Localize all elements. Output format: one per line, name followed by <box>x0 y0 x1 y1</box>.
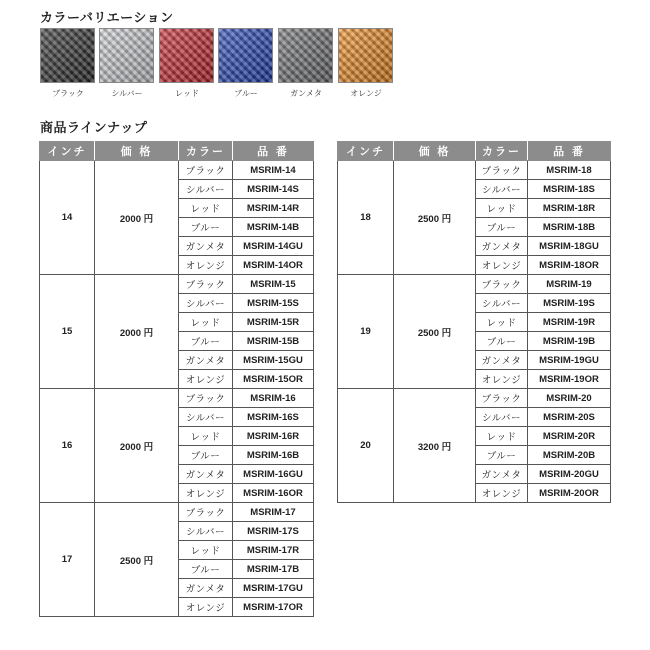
inch-size-cell: 20 <box>338 389 394 503</box>
part-number-cell: MSRIM-17OR <box>233 598 314 617</box>
color-name-cell: ガンメタ <box>476 237 528 256</box>
table-row <box>40 275 314 294</box>
part-number-cell: MSRIM-15R <box>233 313 314 332</box>
part-number-cell: MSRIM-18B <box>528 218 611 237</box>
color-name-cell: ブルー <box>476 218 528 237</box>
part-number-cell: MSRIM-19B <box>528 332 611 351</box>
color-name-cell: オレンジ <box>476 370 528 389</box>
part-number-cell: MSRIM-20B <box>528 446 611 465</box>
color-name-cell: シルバー <box>476 180 528 199</box>
color-name-cell: レッド <box>179 199 233 218</box>
color-name-cell: シルバー <box>476 294 528 313</box>
carbon-black-swatch <box>40 28 95 83</box>
part-number-cell: MSRIM-18OR <box>528 256 611 275</box>
price-cell: 3200 円 <box>394 389 476 503</box>
color-name-cell: レッド <box>476 313 528 332</box>
table-row <box>40 161 314 180</box>
color-name-cell: オレンジ <box>179 370 233 389</box>
inch-size-cell: 17 <box>40 503 95 617</box>
header-price: 価 格 <box>394 142 476 161</box>
color-name-cell: シルバー <box>476 408 528 427</box>
part-number-cell: MSRIM-15B <box>233 332 314 351</box>
color-name-cell: オレンジ <box>179 256 233 275</box>
header-color: カラー <box>476 142 528 161</box>
color-name-cell: シルバー <box>179 408 233 427</box>
header-inch: インチ <box>338 142 394 161</box>
carbon-gunmetal-swatch <box>278 28 333 83</box>
color-name-cell: シルバー <box>179 522 233 541</box>
part-number-cell: MSRIM-14B <box>233 218 314 237</box>
part-number-cell: MSRIM-17R <box>233 541 314 560</box>
carbon-silver-swatch <box>99 28 154 83</box>
header-part-number: 品 番 <box>528 142 611 161</box>
header-color: カラー <box>179 142 233 161</box>
color-name-cell: オレンジ <box>476 256 528 275</box>
color-name-cell: ブルー <box>179 560 233 579</box>
part-number-cell: MSRIM-16OR <box>233 484 314 503</box>
lineup-table-right <box>337 141 611 503</box>
swatch-label: レッド <box>175 89 199 98</box>
color-name-cell: ブルー <box>179 218 233 237</box>
carbon-blue-swatch <box>218 28 273 83</box>
price-cell: 2000 円 <box>95 161 179 275</box>
price-cell: 2000 円 <box>95 389 179 503</box>
part-number-cell: MSRIM-20 <box>528 389 611 408</box>
part-number-cell: MSRIM-18GU <box>528 237 611 256</box>
swatch-label: ガンメタ <box>290 89 322 98</box>
color-name-cell: シルバー <box>179 180 233 199</box>
part-number-cell: MSRIM-19OR <box>528 370 611 389</box>
color-name-cell: レッド <box>476 427 528 446</box>
part-number-cell: MSRIM-16B <box>233 446 314 465</box>
part-number-cell: MSRIM-17B <box>233 560 314 579</box>
color-name-cell: オレンジ <box>179 598 233 617</box>
color-name-cell: オレンジ <box>179 484 233 503</box>
color-name-cell: ブルー <box>476 332 528 351</box>
color-name-cell: ガンメタ <box>476 465 528 484</box>
price-cell: 2000 円 <box>95 275 179 389</box>
part-number-cell: MSRIM-14S <box>233 180 314 199</box>
part-number-cell: MSRIM-16S <box>233 408 314 427</box>
color-name-cell: ブラック <box>476 389 528 408</box>
part-number-cell: MSRIM-16 <box>233 389 314 408</box>
inch-size-cell: 18 <box>338 161 394 275</box>
color-name-cell: ブラック <box>476 161 528 180</box>
product-lineup-title: 商品ラインナップ <box>40 121 148 136</box>
part-number-cell: MSRIM-20S <box>528 408 611 427</box>
part-number-cell: MSRIM-17 <box>233 503 314 522</box>
color-name-cell: ブラック <box>179 275 233 294</box>
part-number-cell: MSRIM-14GU <box>233 237 314 256</box>
part-number-cell: MSRIM-15 <box>233 275 314 294</box>
inch-size-cell: 15 <box>40 275 95 389</box>
carbon-red-swatch <box>159 28 214 83</box>
part-number-cell: MSRIM-14OR <box>233 256 314 275</box>
part-number-cell: MSRIM-15GU <box>233 351 314 370</box>
part-number-cell: MSRIM-19R <box>528 313 611 332</box>
color-name-cell: ブラック <box>179 389 233 408</box>
color-variation-title: カラーバリエーション <box>40 11 174 26</box>
color-name-cell: ブルー <box>179 446 233 465</box>
part-number-cell: MSRIM-20GU <box>528 465 611 484</box>
color-name-cell: ブラック <box>476 275 528 294</box>
price-cell: 2500 円 <box>394 275 476 389</box>
table-row <box>40 503 314 522</box>
color-name-cell: ブルー <box>476 446 528 465</box>
color-name-cell: レッド <box>179 427 233 446</box>
part-number-cell: MSRIM-17GU <box>233 579 314 598</box>
part-number-cell: MSRIM-15S <box>233 294 314 313</box>
color-name-cell: ガンメタ <box>476 351 528 370</box>
part-number-cell: MSRIM-19S <box>528 294 611 313</box>
inch-size-cell: 16 <box>40 389 95 503</box>
swatch-label: シルバー <box>111 89 143 98</box>
part-number-cell: MSRIM-20OR <box>528 484 611 503</box>
color-name-cell: ブルー <box>179 332 233 351</box>
color-name-cell: ブラック <box>179 161 233 180</box>
part-number-cell: MSRIM-18R <box>528 199 611 218</box>
part-number-cell: MSRIM-20R <box>528 427 611 446</box>
part-number-cell: MSRIM-18S <box>528 180 611 199</box>
part-number-cell: MSRIM-14R <box>233 199 314 218</box>
color-name-cell: レッド <box>179 313 233 332</box>
swatch-label: オレンジ <box>350 89 382 98</box>
part-number-cell: MSRIM-19 <box>528 275 611 294</box>
price-cell: 2500 円 <box>95 503 179 617</box>
part-number-cell: MSRIM-16R <box>233 427 314 446</box>
color-name-cell: ガンメタ <box>179 579 233 598</box>
inch-size-cell: 14 <box>40 161 95 275</box>
swatch-label: ブラック <box>52 89 84 98</box>
table-row <box>338 275 611 294</box>
header-inch: インチ <box>40 142 95 161</box>
header-part-number: 品 番 <box>233 142 314 161</box>
color-name-cell: ガンメタ <box>179 237 233 256</box>
part-number-cell: MSRIM-14 <box>233 161 314 180</box>
color-name-cell: ブラック <box>179 503 233 522</box>
table-row <box>40 389 314 408</box>
table-row <box>338 389 611 408</box>
color-name-cell: ガンメタ <box>179 465 233 484</box>
part-number-cell: MSRIM-18 <box>528 161 611 180</box>
part-number-cell: MSRIM-15OR <box>233 370 314 389</box>
color-name-cell: シルバー <box>179 294 233 313</box>
color-name-cell: オレンジ <box>476 484 528 503</box>
lineup-table-left <box>39 141 314 617</box>
inch-size-cell: 19 <box>338 275 394 389</box>
part-number-cell: MSRIM-17S <box>233 522 314 541</box>
part-number-cell: MSRIM-16GU <box>233 465 314 484</box>
color-name-cell: レッド <box>179 541 233 560</box>
part-number-cell: MSRIM-19GU <box>528 351 611 370</box>
price-cell: 2500 円 <box>394 161 476 275</box>
color-name-cell: レッド <box>476 199 528 218</box>
swatch-label: ブルー <box>234 89 258 98</box>
color-name-cell: ガンメタ <box>179 351 233 370</box>
table-row <box>338 161 611 180</box>
carbon-orange-swatch <box>338 28 393 83</box>
header-price: 価 格 <box>95 142 179 161</box>
